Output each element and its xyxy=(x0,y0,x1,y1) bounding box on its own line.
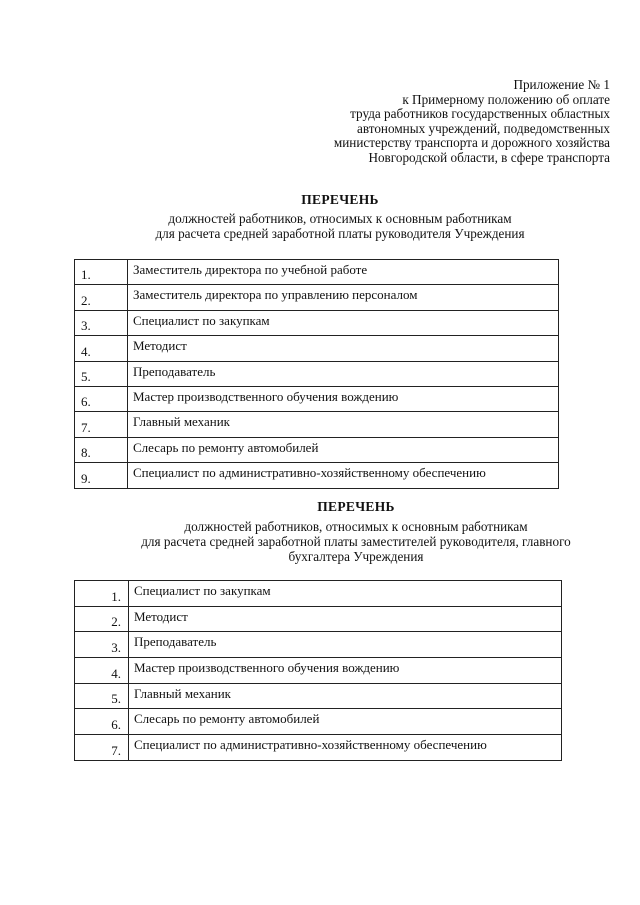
list1-title-block xyxy=(20,192,640,241)
table-row xyxy=(75,632,562,658)
list1-heading: ПЕРЕЧЕНЬ xyxy=(301,192,379,207)
row-number: 9. xyxy=(75,463,128,488)
row-position: Главный механик xyxy=(128,412,559,437)
row-position: Заместитель директора по учебной работе xyxy=(128,260,559,285)
table-row xyxy=(75,683,562,709)
appendix-line: к Примерному положению об оплате xyxy=(402,91,610,107)
appendix-line: автономных учреждений, подведомственных xyxy=(357,120,610,136)
row-number: 2. xyxy=(75,606,129,632)
row-number: 3. xyxy=(75,310,128,335)
appendix-line: труда работников государственных областных xyxy=(350,106,610,122)
table-row xyxy=(75,260,559,285)
row-number: 5. xyxy=(75,361,128,386)
table-row xyxy=(75,361,559,386)
list2-subtitle-line: для расчета средней заработной платы заместителей руководителя, главного xyxy=(141,534,571,549)
table-row xyxy=(75,437,559,462)
row-position: Специалист по закупкам xyxy=(128,310,559,335)
list2-subtitle-line: должностей работников, относимых к основным работникам xyxy=(184,519,528,534)
row-position: Главный механик xyxy=(129,683,562,709)
appendix-line: Приложение № 1 xyxy=(513,77,610,92)
list2-table xyxy=(74,580,562,761)
row-position: Заместитель директора по управлению персоналом xyxy=(128,285,559,310)
row-position: Преподаватель xyxy=(129,632,562,658)
row-position: Методист xyxy=(128,336,559,361)
row-number: 7. xyxy=(75,735,129,761)
row-position: Мастер производственного обучения вождению xyxy=(128,386,559,411)
list1-table xyxy=(74,259,559,489)
row-number: 7. xyxy=(75,412,128,437)
row-number: 2. xyxy=(75,285,128,310)
appendix-header xyxy=(334,78,610,166)
list2-heading: ПЕРЕЧЕНЬ xyxy=(317,499,395,514)
row-position: Мастер производственного обучения вождению xyxy=(129,658,562,684)
list2-subtitle-line: бухгалтера Учреждения xyxy=(288,549,424,564)
row-position: Преподаватель xyxy=(128,361,559,386)
row-number: 6. xyxy=(75,386,128,411)
table-row xyxy=(75,463,559,488)
row-number: 4. xyxy=(75,336,128,361)
row-number: 1. xyxy=(75,260,128,285)
row-position: Слесарь по ремонту автомобилей xyxy=(129,709,562,735)
table-row xyxy=(75,285,559,310)
list1-subtitle-line: для расчета средней заработной платы руководителя Учреждения xyxy=(155,226,525,241)
appendix-line: Новгородской области, в сфере транспорта xyxy=(368,149,610,165)
row-number: 1. xyxy=(75,581,129,607)
table-row xyxy=(75,658,562,684)
table-row xyxy=(75,336,559,361)
row-position: Слесарь по ремонту автомобилей xyxy=(128,437,559,462)
list1-subtitle-line: должностей работников, относимых к основным работникам xyxy=(168,211,512,226)
table-row xyxy=(75,606,562,632)
row-position: Специалист по административно-хозяйственному обеспечению xyxy=(129,735,562,761)
row-number: 3. xyxy=(75,632,129,658)
appendix-line: министерству транспорта и дорожного хозяйства xyxy=(333,135,610,151)
table-row xyxy=(75,310,559,335)
row-number: 5. xyxy=(75,683,129,709)
table-row xyxy=(75,386,559,411)
row-number: 6. xyxy=(75,709,129,735)
row-position: Специалист по административно-хозяйственному обеспечению xyxy=(128,463,559,488)
table-row xyxy=(75,709,562,735)
list2-title-block xyxy=(36,499,640,564)
row-number: 4. xyxy=(75,658,129,684)
row-position: Методист xyxy=(129,606,562,632)
table-row xyxy=(75,412,559,437)
table-row xyxy=(75,581,562,607)
row-position: Специалист по закупкам xyxy=(129,581,562,607)
table-row xyxy=(75,735,562,761)
row-number: 8. xyxy=(75,437,128,462)
